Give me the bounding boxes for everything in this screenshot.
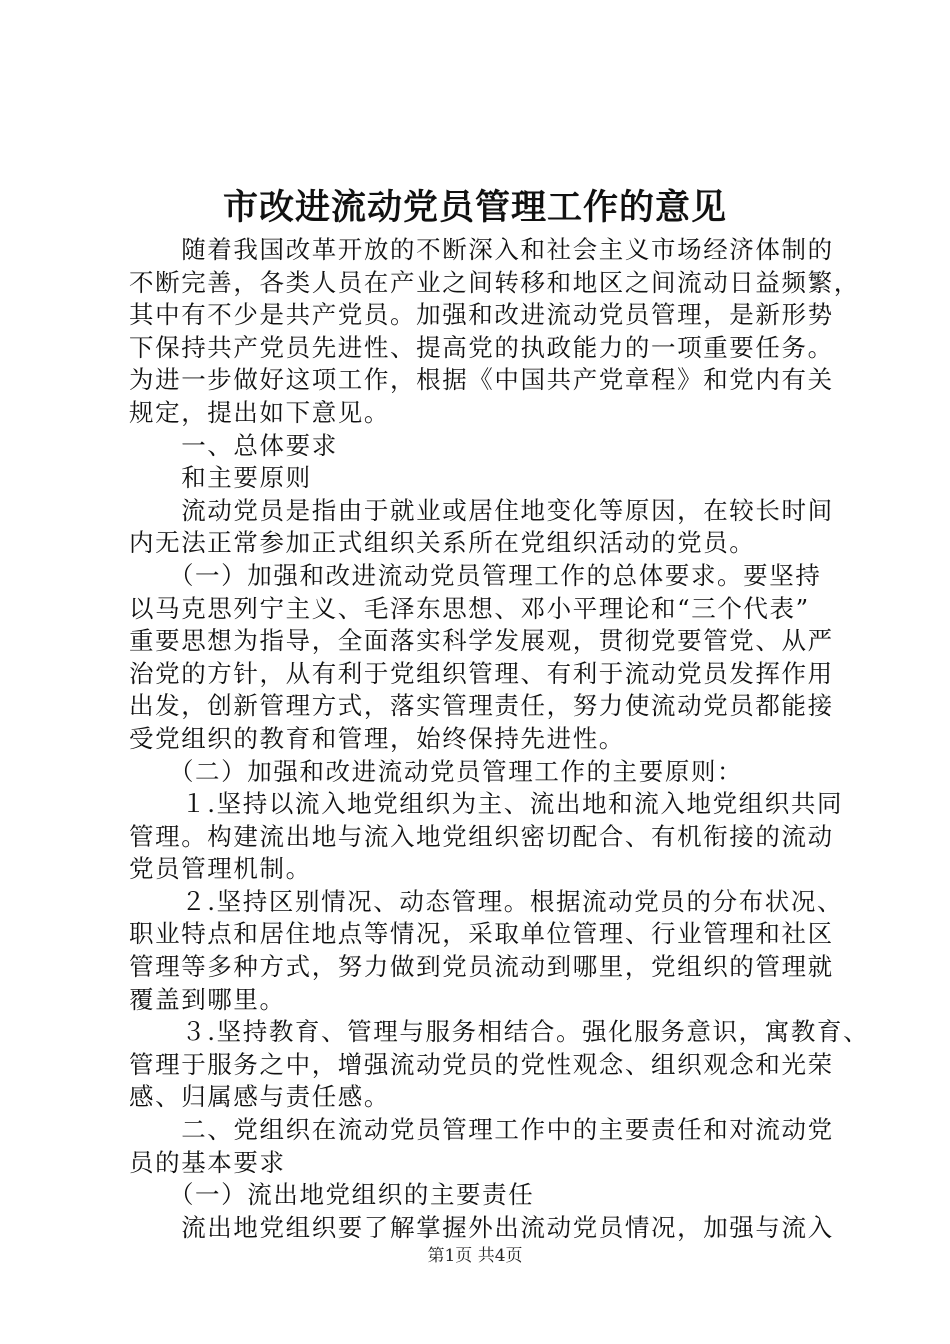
body-line: （一）加强和改进流动党员管理工作的总体要求。要坚持 [129,560,822,590]
body-line: 以马克思列宁主义、毛泽东思想、邓小平理论和“三个代表” [129,593,810,623]
body-line: 不断完善，各类人员在产业之间转移和地区之间流动日益频繁， [129,267,860,297]
body-line: １.坚持以流入地党组织为主、流出地和流入地党组织共同 [129,789,844,819]
document-body [129,234,870,1244]
section-heading: 一、总体要求 [129,430,338,460]
body-line: 内无法正常参加正式组织关系所在党组织活动的党员。 [129,528,756,558]
body-line: 治党的方针，从有利于党组织管理、有利于流动党员发挥作用 [129,658,834,688]
body-line: 流出地党组织要了解掌握外出流动党员情况，加强与流入 [129,1212,834,1242]
body-line: 感、归属感与责任感。 [129,1082,390,1112]
body-line: 党员管理机制。 [129,854,312,884]
document-title: 市改进流动党员管理工作的意见 [222,187,727,228]
body-line: 出发，创新管理方式，落实管理责任，努力使流动党员都能接 [129,691,834,721]
body-line: 管理。构建流出地与流入地党组织密切配合、有机衔接的流动 [129,821,834,851]
body-line: 覆盖到哪里。 [129,984,286,1014]
body-line: ３.坚持教育、管理与服务相结合。强化服务意识，寓教育、 [129,1017,870,1047]
body-line: 管理等多种方式，努力做到党员流动到哪里，党组织的管理就 [129,952,834,982]
subsection-heading: （一）流出地党组织的主要责任 [129,1180,535,1210]
body-line: 流动党员是指由于就业或居住地变化等原因，在较长时间 [129,495,834,525]
body-line: 为进一步做好这项工作，根据《中国共产党章程》和党内有关 [129,365,834,395]
body-line: 下保持共产党员先进性、提高党的执政能力的一项重要任务。 [129,332,834,362]
page-indicator: 第1页 共4页 [427,1246,523,1266]
body-line: 职业特点和居住地点等情况，采取单位管理、行业管理和社区 [129,919,834,949]
section-heading: 二、党组织在流动党员管理工作中的主要责任和对流动党 [129,1115,834,1145]
body-line: ２.坚持区别情况、动态管理。根据流动党员的分布状况、 [129,886,844,916]
body-line: 重要思想为指导，全面落实科学发展观，贯彻党要管党、从严 [129,626,834,656]
section-heading: 员的基本要求 [129,1147,286,1177]
body-line: 其中有不少是共产党员。加强和改进流动党员管理，是新形势 [129,300,834,330]
body-line: （二）加强和改进流动党员管理工作的主要原则： [129,756,744,786]
section-heading: 和主要原则 [129,463,312,493]
body-line: 受党组织的教育和管理，始终保持先进性。 [129,723,625,753]
body-line: 规定，提出如下意见。 [129,397,390,427]
body-line: 随着我国改革开放的不断深入和社会主义市场经济体制的 [129,235,834,264]
body-line: 管理于服务之中，增强流动党员的党性观念、组织观念和光荣 [129,1049,834,1079]
